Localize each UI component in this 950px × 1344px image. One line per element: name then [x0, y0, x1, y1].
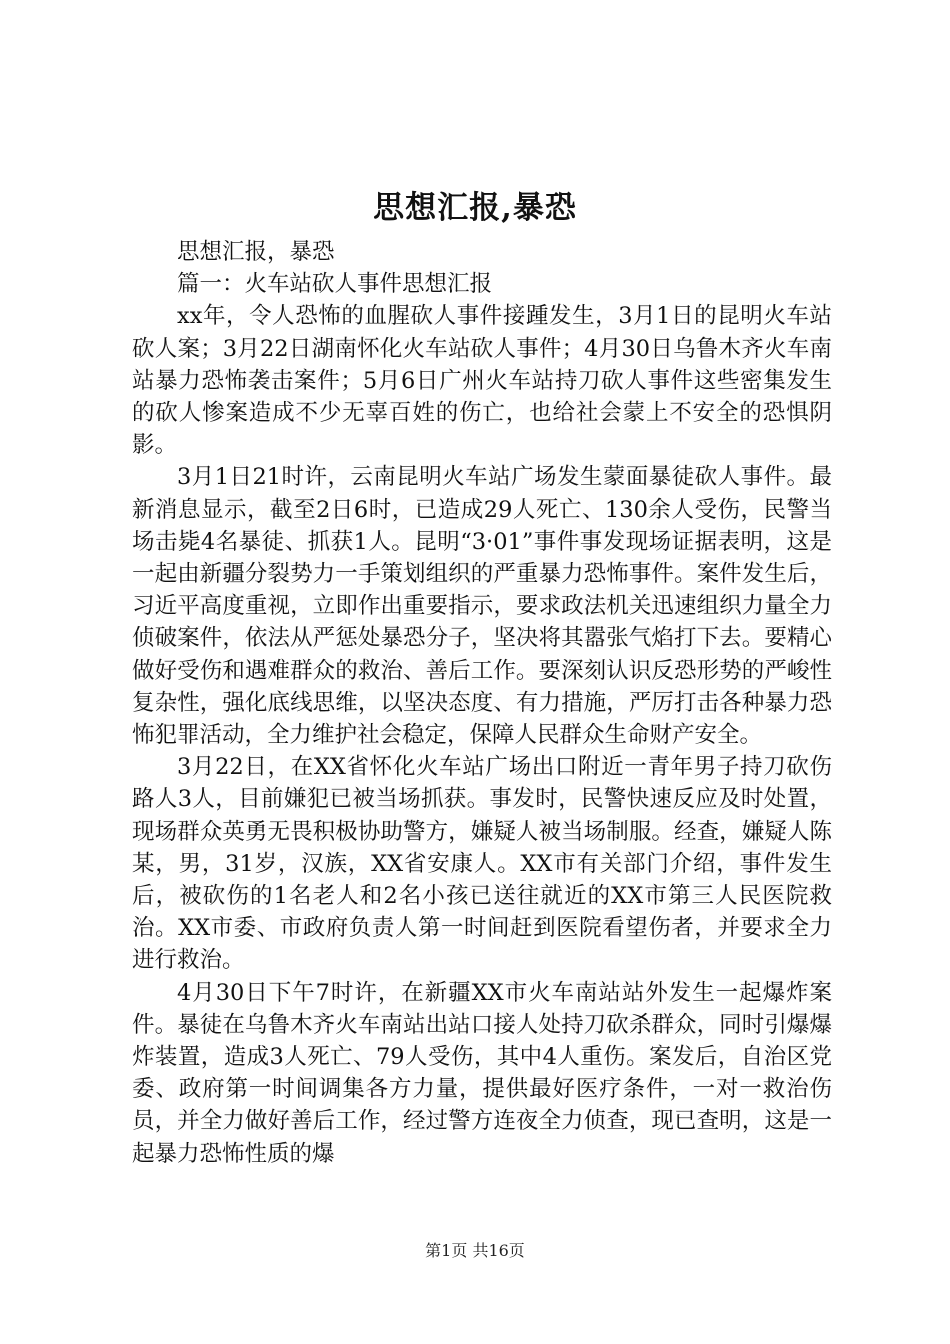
page-number-footer: 第1页 共16页 — [425, 1241, 525, 1260]
document-title: 思想汇报,暴恐 — [373, 190, 577, 226]
paragraph: 3月1日21时许，云南昆明火车站广场发生蒙面暴徒砍人事件。最新消息显示，截至2日6时，已造成29人死亡、130余人受伤，民警当场击毙4名暴徒、抓获1人。昆明“3·01”事件事发现场证据表明，这是一起由新疆分裂势力一手策划组织的严重暴力恐怖事件。案件发生后，习近平高度重视，立即作出重要指示，要求政法机关迅速组织力量全力侦破案件，依法从严惩处暴恐分子，坚决将其嚣张气焰打下去。要精心做好受伤和遇难群众的救治、善后工作。要深刻认识反恐形势的严峻性复杂性，强化底线思维，以坚决态度、有力措施，严厉打击各种暴力恐怖犯罪活动，全力维护社会稳定，保障人民群众生命财产安全。 — [132, 464, 832, 749]
document-body — [132, 236, 832, 1170]
paragraph: 4月30日下午7时许，在新疆XX市火车南站站外发生一起爆炸案件。暴徒在乌鲁木齐火车南站出站口接人处持刀砍杀群众，同时引爆爆炸装置，造成3人死亡、79人受伤，其中4人重伤。案发后，自治区党委、政府第一时间调集各方力量，提供最好医疗条件，一对一救治伤员，并全力做好善后工作，经过警方连夜全力侦查，现已查明，这是一起暴力恐怖性质的爆 — [132, 979, 832, 1167]
paragraph: 3月22日，在XX省怀化火车站广场出口附近一青年男子持刀砍伤路人3人，目前嫌犯已被当场抓获。事发时，民警快速反应及时处置，现场群众英勇无畏积极协助警方，嫌疑人被当场制服。经查，嫌疑人陈某，男，31岁，汉族，XX省安康人。XX市有关部门介绍，事件发生后，被砍伤的1名老人和2名小孩已送往就近的XX市第三人民医院救治。XX市委、市政府负责人第一时间赶到医院看望伤者，并要求全力进行救治。 — [132, 754, 832, 974]
paragraph: 思想汇报，暴恐 — [177, 239, 335, 265]
paragraph: xx年，令人恐怖的血腥砍人事件接踵发生，3月1日的昆明火车站砍人案；3月22日湖南怀化火车站砍人事件；4月30日乌鲁木齐火车南站暴力恐怖袭击案件；5月6日广州火车站持刀砍人事件这些密集发生的砍人惨案造成不少无辜百姓的伤亡，也给社会蒙上不安全的恐惧阴影。 — [132, 303, 832, 459]
paragraph: 篇一：火车站砍人事件思想汇报 — [177, 271, 493, 298]
